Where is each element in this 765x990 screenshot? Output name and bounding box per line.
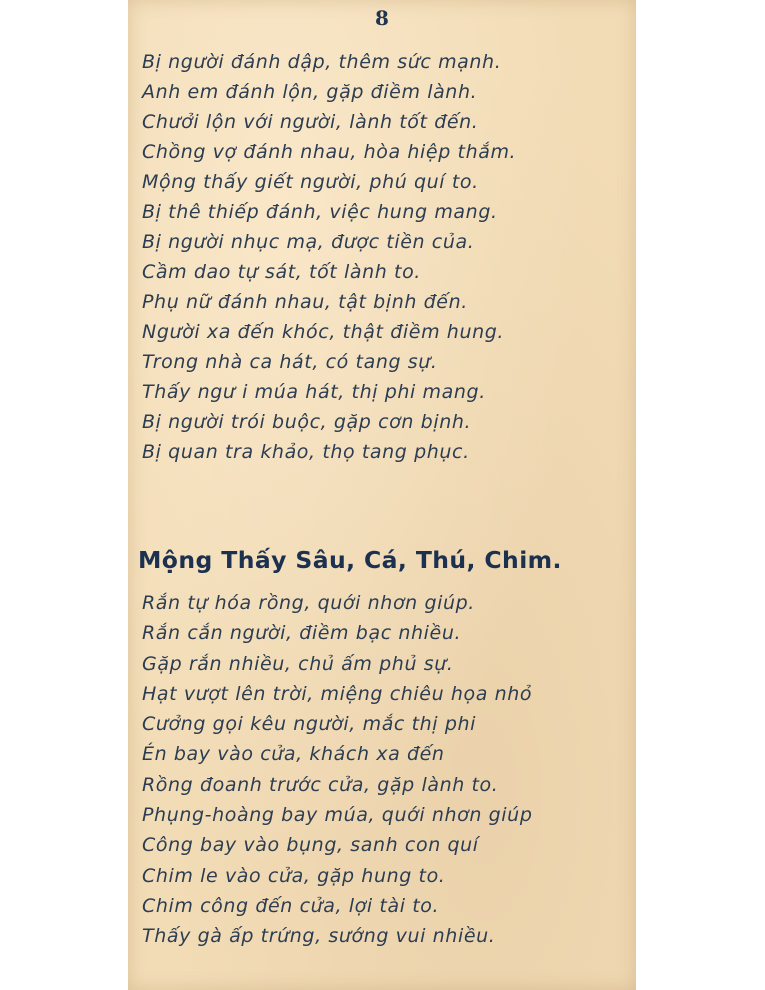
verse-line: Cầm dao tự sát, tốt lành to. <box>142 261 421 283</box>
verse-line: Rắn tự hóa rồng, quới nhơn giúp. <box>142 592 475 614</box>
verse-line: Bị người đánh dập, thêm sức mạnh. <box>142 51 502 73</box>
verse-line: Anh em đánh lộn, gặp điềm lành. <box>142 81 478 103</box>
verse-line: Phụ nữ đánh nhau, tật bịnh đến. <box>142 291 468 313</box>
dream-omens-list-people <box>142 47 632 467</box>
verse-line: Bị người nhục mạ, được tiền của. <box>142 231 475 253</box>
verse-line: Trong nhà ca hát, có tang sự. <box>142 351 438 373</box>
section-heading: Mộng Thấy Sâu, Cá, Thú, Chim. <box>138 546 562 574</box>
verse-line: Công bay vào bụng, sanh con quí <box>142 834 479 857</box>
verse-line: Thấy ngư i múa hát, thị phi mang. <box>142 381 486 403</box>
dream-omens-list-animals <box>142 588 632 952</box>
verse-line: Bị thê thiếp đánh, việc hung mang. <box>142 201 498 223</box>
verse-line: Hạt vượt lên trời, miệng chiêu họa nhỏ <box>142 682 533 705</box>
verse-line: Chưởi lộn với người, lành tốt đến. <box>142 111 479 133</box>
verse-line: Chim le vào cửa, gặp hung to. <box>142 864 446 887</box>
verse-line: Rồng đoanh trước cửa, gặp lành to. <box>142 773 499 796</box>
verse-line: Người xa đến khóc, thật điềm hung. <box>142 321 505 343</box>
page-number: 8 <box>375 6 389 30</box>
verse-line: Chồng vợ đánh nhau, hòa hiệp thắm. <box>142 141 517 163</box>
verse-line: Thấy gà ấp trứng, sướng vui nhiều. <box>142 925 496 948</box>
verse-line: Rắn cắn người, điềm bạc nhiều. <box>142 622 462 645</box>
verse-line: Cưởng gọi kêu người, mắc thị phi <box>142 713 477 736</box>
verse-line: Mộng thấy giết người, phú quí to. <box>142 171 479 193</box>
verse-line: Bị quan tra khảo, thọ tang phục. <box>142 441 470 463</box>
verse-line: Phụng-hoàng bay múa, quới nhơn giúp <box>142 804 533 827</box>
verse-line: Chim công đến cửa, lợi tài to. <box>142 894 440 917</box>
verse-line: Gặp rắn nhiều, chủ ấm phủ sự. <box>142 652 454 675</box>
verse-line: Bị người trói buộc, gặp cơn bịnh. <box>142 411 472 433</box>
book-page <box>128 0 636 990</box>
verse-line: Én bay vào cửa, khách xa đến <box>142 743 445 766</box>
